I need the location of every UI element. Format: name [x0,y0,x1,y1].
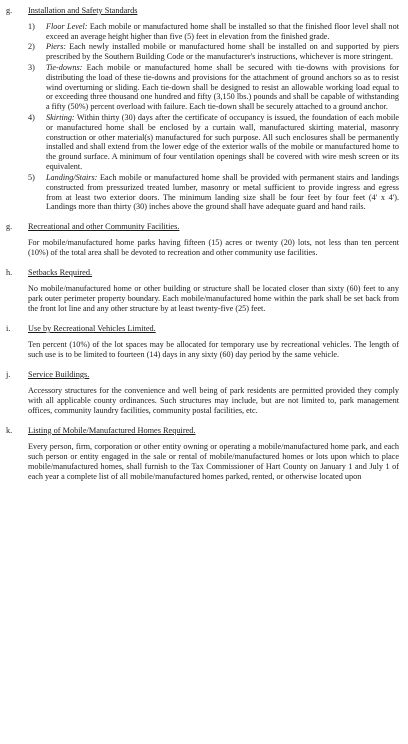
section-service-buildings [6,370,399,416]
item-term: Skirting: [46,112,75,122]
section-heading: Listing of Mobile/Manufactured Homes Required. [28,425,196,435]
section-recreational-vehicles [6,324,399,360]
item-number: 3) [28,62,35,72]
section-heading: Setbacks Required. [28,268,93,278]
section-letter: i. [6,324,11,334]
item-term: Tie-downs: [46,62,83,72]
section-body: Every person, firm, corporation or other entity owning or operating a mobile/manufactured home park, and each such person or entity engaged in the sale or rental of mobile/manufactured homes or lots upon which to place mobile/manufactured homes, shall furnish to the Tax Commissioner of Hart County on January 1 and July 1 of each year a complete list of all mobile/manufactured homes parked, rented, or otherwise located upon [28,441,399,481]
item-text: Each newly installed mobile or manufactured home shall be installed on and supported by piers prescribed by the Southern Building Code or the manufacturer's instructions, whichever is more stringent. [46,42,399,62]
item-number: 4) [28,112,35,122]
list-item [28,22,399,42]
section-letter: j. [6,369,11,379]
list-item [28,63,399,113]
item-term: Floor Level: [46,22,88,32]
item-number: 1) [28,22,35,32]
section-heading: Recreational and other Community Facilities. [28,222,180,232]
item-text: Each mobile or manufactured home shall be installed so that the finished floor level shall not exceed an average height higher than five (5) feet in elevation from the finished grade. [46,22,399,41]
section-body: Ten percent (10%) of the lot spaces may be allocated for temporary use by recreational vehicles. The length of such use is to be limited to fourteen (14) days in any sixty (60) day period by the same vehicle. [28,340,399,360]
standards-list [28,22,399,212]
section-installation-safety [6,6,399,212]
item-term: Landing/Stairs: [46,172,98,182]
section-setbacks [6,268,399,314]
section-body: Accessory structures for the convenience and well being of park residents are permitted provided they comply with all applicable county ordinances. Such structures may include, but are not limited to, park management offices, community laundry facilities, community postal facilities, etc. [28,386,399,415]
section-body: For mobile/manufactured home parks having fifteen (15) acres or twenty (20) lots, not less than ten percent (10%) of the total area shall be devoted to recreation and other community use facilities. [28,238,399,258]
list-item [28,173,399,213]
section-listing-required [6,426,399,482]
item-number: 5) [28,172,35,182]
section-heading: Installation and Safety Standards [28,6,138,15]
item-number: 2) [28,42,35,52]
section-heading: Service Buildings. [28,369,90,379]
section-letter: g. [6,222,13,232]
section-letter: k. [6,425,13,435]
list-item [28,42,399,62]
section-heading: Use by Recreational Vehicles Limited. [28,324,156,334]
section-letter: h. [6,268,13,278]
section-body: No mobile/manufactured home or other building or structure shall be located closer than sixty (60) feet to any park outer perimeter property boundary. Each mobile/manufactured home within the park shall be set back from the front lot line and any other structure by at least twenty-five (25) feet. [28,284,399,314]
section-recreational-facilities [6,222,399,258]
item-text: Each mobile or manufactured home shall be secured with tie-downs with provisions for distributing the load of these tie-downs and provisions for the attachment of ground anchors so as to resist wind overturning or sliding. Each tie-down shall be designed to resist an allowable working load equal to or exceeding three thousand one hundred and fifty (3,150 lbs.) pounds and shall be capable of withstanding a fifty (50%) percent overload with failure. Each tie-down shall be securely attached to a ground anchor. [46,62,399,112]
list-item [28,113,399,172]
section-letter: g. [6,6,13,15]
item-text: Within thirty (30) days after the certificate of occupancy is issued, the foundation of each mobile or manufactured home shall be enclosed by a curtain wall, manufactured skirting material, masonry construction or other material(s) manufactured for such purpose. All such enclosures shall be permanently installed and shall extend from the lower edge of the exterior walls of the mobile or manufactured home to the ground surface. A minimum of four ventilation openings shall be covered with wire mesh screen or its equivalent. [46,112,399,172]
item-text: Each mobile or manufactured home shall be provided with permanent stairs and landings constructed from pressurized treated lumber, masonry or metal sufficient to provide ingress and egress from at least two exterior doors. The minimum landing size shall be four feet by four feet (4' x 4'). Landings more than thirty (30) inches above the ground shall have adequate guard and hand rails. [46,172,399,212]
item-term: Piers: [46,42,67,52]
